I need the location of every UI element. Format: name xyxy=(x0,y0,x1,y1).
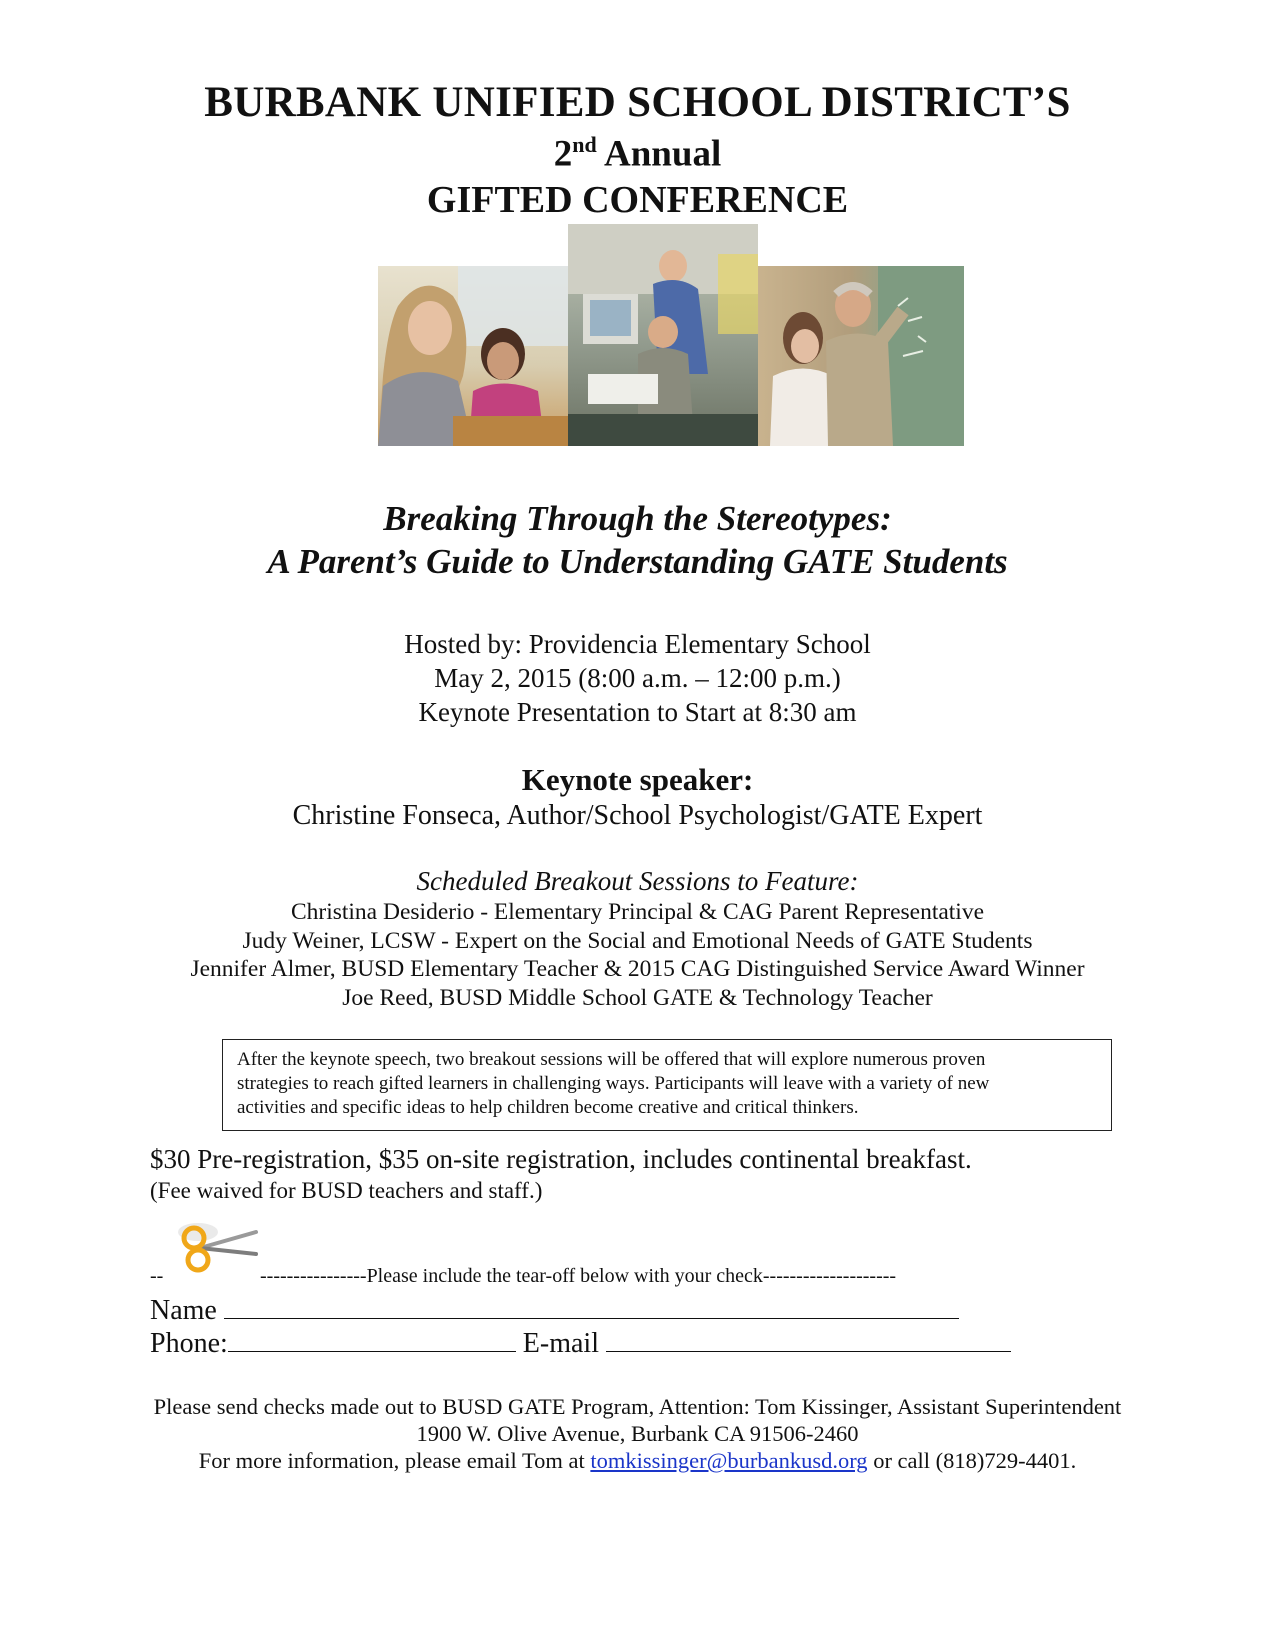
breakout-presenter: Judy Weiner, LCSW - Expert on the Social and Emotional Needs of GATE Students xyxy=(242,927,1033,954)
phone-label: Phone: xyxy=(150,1328,228,1359)
info-line: After the keynote speech, two breakout sessions will be offered that will explore numerous proven xyxy=(237,1049,986,1070)
ordinal-number: 2 xyxy=(553,133,573,175)
breakout-heading: Scheduled Breakout Sessions to Feature: xyxy=(416,866,859,896)
name-label: Name xyxy=(150,1295,217,1326)
registration-fee: $30 Pre-registration, $35 on-site registration, includes continental breakfast. xyxy=(150,1144,972,1174)
event-details xyxy=(0,627,1275,729)
footer-contact-prefix: For more information, please email Tom at xyxy=(198,1448,591,1473)
scissors-icon xyxy=(176,1210,260,1274)
annual-title xyxy=(0,132,1275,175)
contact-email-link[interactable]: tomkissinger@burbankusd.org xyxy=(590,1448,868,1473)
email-blank[interactable] xyxy=(606,1323,1011,1352)
keynote-start-time: Keynote Presentation to Start at 8:30 am xyxy=(418,697,857,727)
info-line: strategies to reach gifted learners in challenging ways. Participants will leave with a variety of new xyxy=(237,1073,990,1094)
photo-teacher-with-girl xyxy=(378,266,568,446)
photo-strip xyxy=(378,224,964,446)
phone-blank[interactable] xyxy=(228,1323,516,1352)
breakout-presenter-list xyxy=(0,898,1275,1012)
ordinal-suffix: nd xyxy=(572,132,597,157)
photo-teacher-with-boy-at-computer xyxy=(568,224,758,446)
fee-waiver-note: (Fee waived for BUSD teachers and staff.) xyxy=(150,1178,543,1203)
conference-title: GIFTED CONFERENCE xyxy=(426,179,849,221)
name-field-row xyxy=(150,1290,959,1327)
tear-off-instruction: ----------------Please include the tear-off below with your check-------------------- xyxy=(260,1265,897,1287)
breakout-presenter: Christina Desiderio - Elementary Principal & CAG Parent Representative xyxy=(290,899,985,925)
subtitle-line-2: A Parent’s Guide to Understanding GATE Students xyxy=(267,542,1008,581)
conference-subtitle xyxy=(0,497,1275,583)
footer-contact-line xyxy=(0,1447,1275,1474)
keynote-heading: Keynote speaker: xyxy=(521,762,754,797)
footer-checks-line: Please send checks made out to BUSD GATE Program, Attention: Tom Kissinger, Assistant Superintendent xyxy=(153,1394,1122,1419)
footer xyxy=(0,1393,1275,1474)
email-label: E-mail xyxy=(522,1328,599,1359)
district-title: BURBANK UNIFIED SCHOOL DISTRICT’S xyxy=(204,79,1071,126)
breakout-presenter: Joe Reed, BUSD Middle School GATE & Technology Teacher xyxy=(342,984,933,1011)
annual-label: Annual xyxy=(603,133,722,175)
phone-email-row xyxy=(150,1323,1011,1360)
event-date-time: May 2, 2015 (8:00 a.m. – 12:00 p.m.) xyxy=(434,663,841,693)
info-line: activities and specific ideas to help children become creative and critical thinkers. xyxy=(237,1097,859,1118)
tear-off-dashes: -- xyxy=(150,1265,164,1287)
footer-contact-suffix: or call (818)729-4401. xyxy=(867,1448,1077,1473)
subtitle-line-1: Breaking Through the Stereotypes: xyxy=(383,499,892,538)
breakout-presenter: Jennifer Almer, BUSD Elementary Teacher & 2015 CAG Distinguished Service Award Winner xyxy=(190,956,1085,982)
hosted-by: Hosted by: Providencia Elementary School xyxy=(404,629,871,659)
name-blank[interactable] xyxy=(224,1290,959,1319)
session-info-box xyxy=(222,1039,1112,1131)
keynote-speaker: Christine Fonseca, Author/School Psychologist/GATE Expert xyxy=(292,800,983,831)
photo-teacher-at-chalkboard xyxy=(758,266,964,446)
footer-address: 1900 W. Olive Avenue, Burbank CA 91506-2460 xyxy=(416,1421,859,1446)
